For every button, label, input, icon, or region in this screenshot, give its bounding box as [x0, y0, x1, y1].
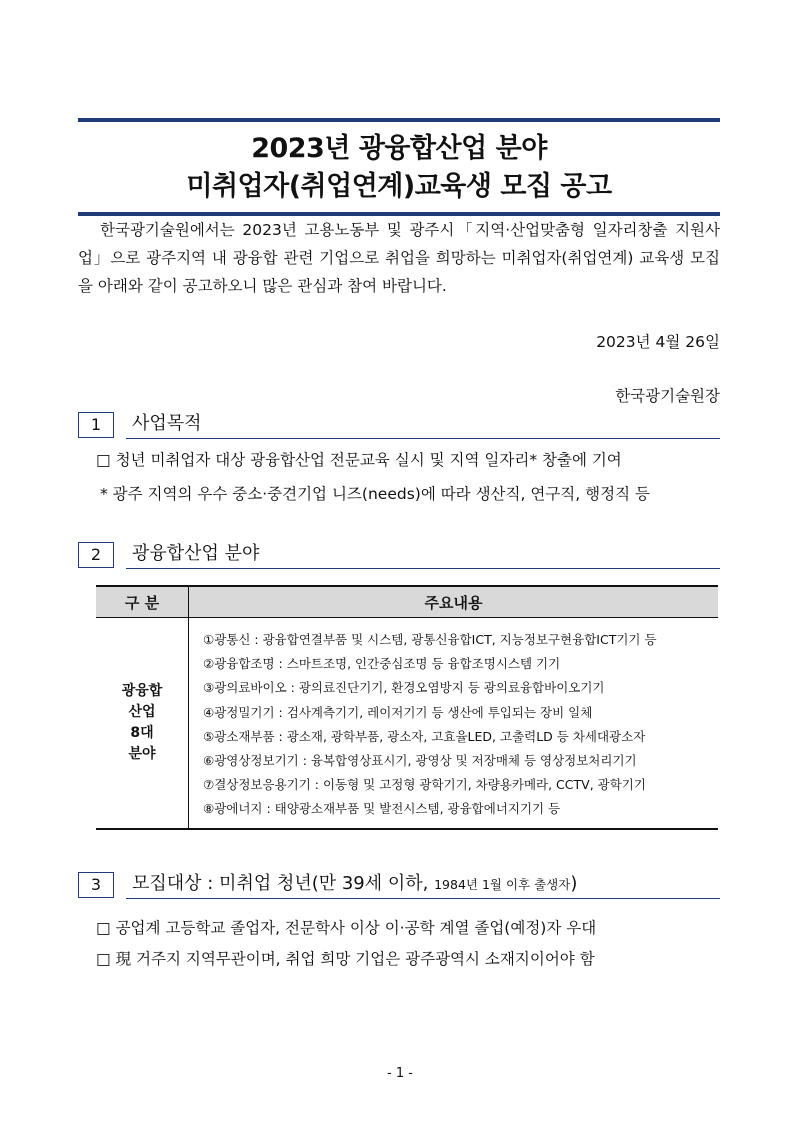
section-3-title-birth-note: 1984년 1월 이후 출생자 [434, 877, 571, 892]
table-row [96, 618, 718, 829]
list-item: ②광융합조명 : 스마트조명, 인간중심조명 등 융합조명시스템 기기 [203, 656, 561, 672]
section-1-bullet: □ 청년 미취업자 대상 광융합산업 전문교육 실시 및 지역 일자리* 창출에 기여 [96, 451, 622, 469]
section-2-header [78, 542, 720, 570]
list-item: ①광통신 : 광융합연결부품 및 시스템, 광통신융합ICT, 지능정보구현융합ICT기기 등 [203, 632, 657, 647]
list-item: ⑧광에너지 : 태양광소재부품 및 발전시스템, 광융합에너지기기 등 [203, 801, 561, 817]
intro-text: 한국광기술원에서는 2023년 고용노동부 및 광주시「지역·산업맞춤형 일자리창출 지원사업」으로 광주지역 내 광융합 관련 기업으로 취업을 희망하는 미취업자(취업연계) 교육생 모집을 아래와 같이 공고하오니 많은 관심과 참여 바랍니다. [78, 221, 720, 295]
section-3-number: 3 [78, 872, 114, 898]
title-top-rule [78, 118, 720, 122]
category-line: 분야 [128, 745, 156, 762]
category-line: 8대 [130, 724, 154, 741]
section-1-number: 1 [78, 412, 114, 438]
section-3-bullet-2: □ 現 거주지 지역무관이며, 취업 희망 기업은 광주광역시 소재지이어야 함 [96, 950, 595, 968]
industry-table [96, 585, 718, 830]
list-item: ④광정밀기기 : 검사계측기기, 레이저기기 등 생산에 투입되는 장비 일체 [203, 704, 593, 720]
intro-paragraph [78, 216, 720, 300]
section-1-header [78, 412, 720, 440]
title-line-1: 2023년 광융합산업 분야 [251, 133, 547, 164]
announcement-date: 2023년 4월 26일 [596, 333, 720, 351]
list-item: ③광의료바이오 : 광의료진단기기, 환경오염방지 등 광의료융합바이오기기 [203, 680, 605, 696]
page-number: - 1 - [387, 1066, 413, 1081]
section-3-title [126, 872, 720, 899]
section-3-title-end: ) [570, 873, 578, 894]
table-items-cell [189, 618, 719, 829]
section-2-number: 2 [78, 542, 114, 568]
title-block [78, 118, 720, 216]
table-category-cell [96, 618, 189, 829]
section-1-note: * 광주 지역의 우수 중소·중견기업 니즈(needs)에 따라 생산직, 연구직, 행정직 등 [100, 485, 650, 503]
table-header-category: 구 분 [96, 586, 189, 618]
section-3-bullet-1: □ 공업계 고등학교 졸업자, 전문학사 이상 이·공학 계열 졸업(예정)자 우대 [96, 919, 597, 937]
section-3-header [78, 872, 720, 900]
section-1-title: 사업목적 [126, 412, 720, 439]
list-item: ⑤광소재부품 : 광소재, 광학부품, 광소자, 고효율LED, 고출력LD 등 차세대광소자 [203, 728, 646, 744]
category-line: 산업 [128, 703, 156, 720]
section-2-title: 광융합산업 분야 [126, 542, 720, 569]
list-item: ⑥광영상정보기기 : 융복합영상표시기, 광영상 및 저장매체 등 영상정보처리기기 [203, 752, 637, 768]
title-line-2: 미취업자(취업연계)교육생 모집 공고 [186, 171, 612, 202]
category-line: 광융합 [121, 682, 163, 699]
issuer: 한국광기술원장 [615, 387, 720, 405]
table-header-content: 주요내용 [189, 586, 719, 618]
list-item: ⑦결상정보응용기기 : 이동형 및 고정형 광학기기, 차량용카메라, CCTV, 광학기기 [203, 777, 646, 793]
section-3-title-main: 모집대상 : 미취업 청년(만 39세 이하, [132, 873, 435, 894]
